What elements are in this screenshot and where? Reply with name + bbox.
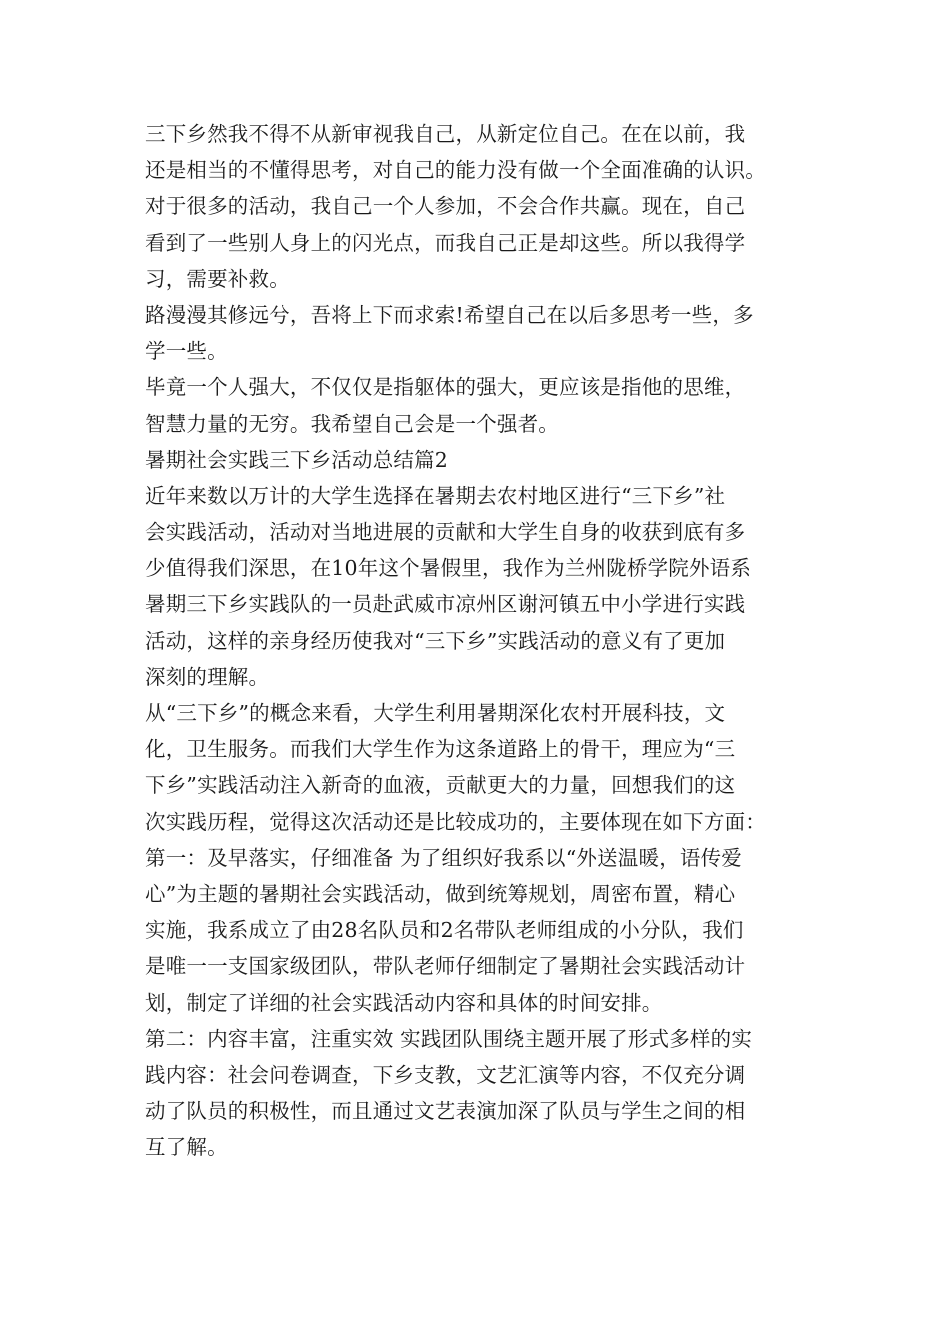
text-line: 践内容：社会问卷调查，下乡支教，文艺汇演等内容，不仅充分调 <box>145 1062 746 1087</box>
text-line: 还是相当的不懂得思考，对自己的能力没有做一个全面准确的认识。 <box>145 158 766 183</box>
text-line: 对于很多的活动，我自己一个人参加，不会合作共赢。现在，自己 <box>145 194 746 219</box>
text-line: 互了解。 <box>145 1135 228 1160</box>
text-line: 学一些。 <box>145 339 228 364</box>
text-line: 看到了一些别人身上的闪光点，而我自己正是却这些。所以我得学 <box>145 230 746 255</box>
text-line: 从“三下乡”的概念来看，大学生利用暑期深化农村开展科技，文 <box>145 701 726 725</box>
text-line: 实施，我系成立了由28名队员和2名带队老师组成的小分队，我们 <box>145 918 744 943</box>
text-line: 下乡”实践活动注入新奇的血液，贡献更大的力量，回想我们的这 <box>145 773 736 798</box>
text-line: 三下乡然我不得不从新审视我自己，从新定位自己。在在以前，我 <box>145 122 746 146</box>
text-line: 是唯一一支国家级团队，带队老师仔细制定了暑期社会实践活动计 <box>145 954 746 979</box>
text-line: 近年来数以万计的大学生选择在暑期去农村地区进行“三下乡”社 <box>145 483 726 508</box>
text-line: 路漫漫其修远兮，吾将上下而求索!希望自己在以后多思考一些，多 <box>145 302 754 327</box>
text-line: 划，制定了详细的社会实践活动内容和具体的时间安排。 <box>145 990 663 1015</box>
text-line: 毕竟一个人强大，不仅仅是指躯体的强大，更应该是指他的思维， <box>145 375 746 400</box>
text-line: 会实践活动，活动对当地进展的贡献和大学生自身的收获到底有多 <box>145 520 746 545</box>
text-line: 习，需要补救。 <box>145 266 290 291</box>
text-line: 第二：内容丰富，注重实效 实践团队围绕主题开展了形式多样的实 <box>145 1026 753 1051</box>
text-line: 动了队员的积极性，而且通过文艺表演加深了队员与学生之间的相 <box>145 1099 746 1124</box>
document-body <box>145 116 825 1165</box>
text-line: 心”为主题的暑期社会实践活动，做到统筹规划，周密布置，精心 <box>145 881 736 906</box>
text-line: 活动，这样的亲身经历使我对“三下乡”实践活动的意义有了更加 <box>145 628 726 653</box>
text-line: 智慧力量的无穷。我希望自己会是一个强者。 <box>145 411 559 436</box>
text-line: 第一：及早落实，仔细准备 为了组织好我系以“外送温暖，语传爱 <box>145 845 742 870</box>
text-line: 暑期三下乡实践队的一员赴武威市凉州区谢河镇五中小学进行实践 <box>145 592 746 617</box>
text-line: 次实践历程，觉得这次活动还是比较成功的，主要体现在如下方面： <box>145 809 766 834</box>
section-heading: 暑期社会实践三下乡活动总结篇2 <box>145 447 449 472</box>
text-line: 深刻的理解。 <box>145 664 270 689</box>
text-line: 少值得我们深思，在10年这个暑假里，我作为兰州陇桥学院外语系 <box>145 556 752 581</box>
text-line: 化，卫生服务。而我们大学生作为这条道路上的骨干，理应为“三 <box>145 737 736 762</box>
